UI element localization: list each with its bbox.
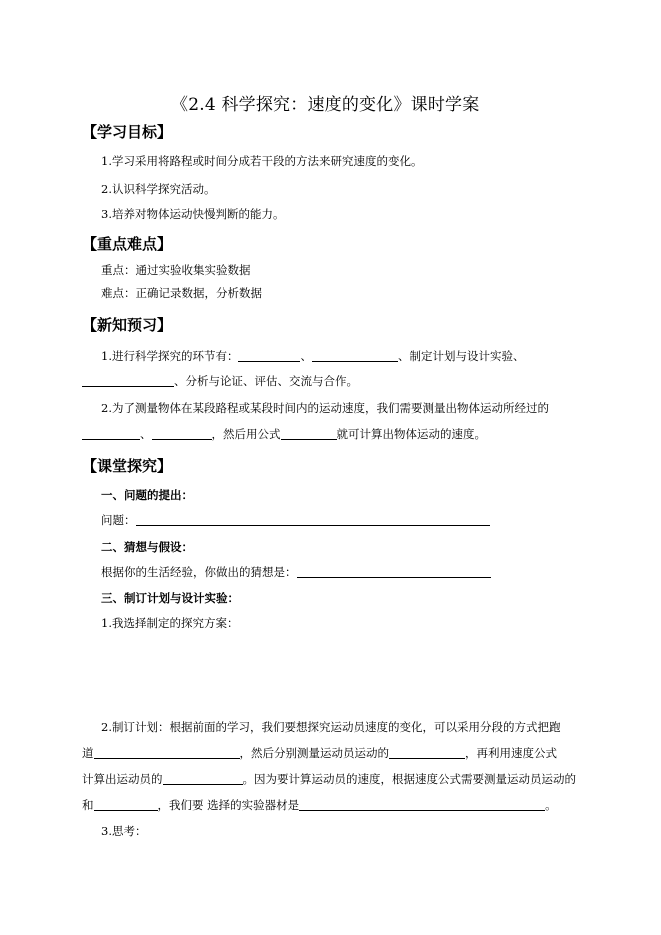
difficulty-point: 难点：正确记录数据，分析数据	[101, 286, 262, 300]
preview-q1-line2	[82, 373, 358, 389]
hypothesis-line	[101, 564, 491, 580]
section-1-title: 一、问题的提出：	[101, 488, 193, 502]
plan-item-3: 3.思考：	[101, 824, 147, 838]
plan-4-text-b: ，我们要 选择的实验器材是	[157, 798, 300, 812]
q2-text-3: 就可计算出物体运动的速度。	[336, 427, 486, 441]
class-heading: 【课堂探究】	[82, 457, 173, 475]
plan-item-2-line4	[82, 797, 557, 813]
plan-blank-1[interactable]	[94, 746, 240, 759]
q1-text-2: 、制定计划与设计实验、	[397, 349, 525, 363]
question-blank[interactable]	[136, 513, 490, 526]
goal-item-3: 3.培养对物体运动快慢判断的能力。	[101, 207, 285, 221]
q1-text-3: 、分析与论证、评估、交流与合作。	[174, 374, 358, 388]
q2-blank-1[interactable]	[82, 427, 140, 440]
plan-blank-4[interactable]	[94, 798, 158, 811]
question-label: 问题：	[101, 513, 136, 527]
plan-4-text-c: 。	[545, 798, 557, 812]
q1-blank-1[interactable]	[238, 349, 300, 362]
goal-item-1: 1.学习采用将路程或时间分成若干段的方法来研究速度的变化。	[101, 154, 423, 168]
key-points-heading: 【重点难点】	[82, 235, 173, 253]
plan-4-text-a: 和	[82, 798, 94, 812]
q1-text-1: 1.进行科学探究的环节有：	[101, 349, 239, 363]
plan-2-text-c: ，再利用速度公式	[465, 746, 557, 760]
q2-text-2: ，然后用公式	[211, 427, 281, 441]
key-point: 重点：通过实验收集实验数据	[101, 263, 251, 277]
q2-sep: 、	[140, 427, 152, 441]
preview-q2-line1: 2.为了测量物体在某段路程或某段时间内的运动速度，我们需要测量出物体运动所经过的	[101, 401, 549, 415]
q2-blank-2[interactable]	[152, 427, 212, 440]
plan-item-1: 1.我选择制定的探究方案：	[101, 616, 239, 630]
goal-item-2: 2.认识科学探究活动。	[101, 182, 216, 196]
plan-item-2-line1: 2.制订计划：根据前面的学习，我们要想探究运动员速度的变化，可以采用分段的方式把跑	[101, 720, 561, 734]
q2-blank-3[interactable]	[281, 427, 337, 440]
section-2-title: 二、猜想与假设：	[101, 540, 193, 554]
plan-item-2-line3	[82, 771, 576, 787]
question-line	[101, 512, 490, 528]
plan-blank-2[interactable]	[389, 746, 465, 759]
page-title: 《2.4 科学探究：速度的变化》课时学案	[171, 95, 480, 115]
section-3-title: 三、制订计划与设计实验：	[101, 591, 239, 605]
preview-heading: 【新知预习】	[82, 316, 173, 334]
q1-blank-2[interactable]	[312, 349, 398, 362]
plan-blank-3[interactable]	[163, 772, 243, 785]
q1-sep: 、	[300, 349, 312, 363]
plan-3-text-b: 。因为要计算运动员的速度，根据速度公式需要测量运动员运动的	[242, 772, 576, 786]
hypothesis-label: 根据你的生活经验，你做出的猜想是：	[101, 565, 297, 579]
hypothesis-blank[interactable]	[297, 565, 491, 578]
plan-3-text-a: 计算出运动员的	[82, 772, 163, 786]
q1-blank-3[interactable]	[82, 374, 174, 387]
plan-blank-5[interactable]	[299, 798, 545, 811]
preview-q2-line2	[82, 426, 486, 442]
plan-item-2-line2	[82, 745, 557, 761]
preview-q1-line1	[101, 348, 524, 364]
goals-heading: 【学习目标】	[82, 123, 173, 141]
plan-2-text-a: 道	[82, 746, 94, 760]
plan-2-text-b: ，然后分别测量运动员运动的	[239, 746, 389, 760]
